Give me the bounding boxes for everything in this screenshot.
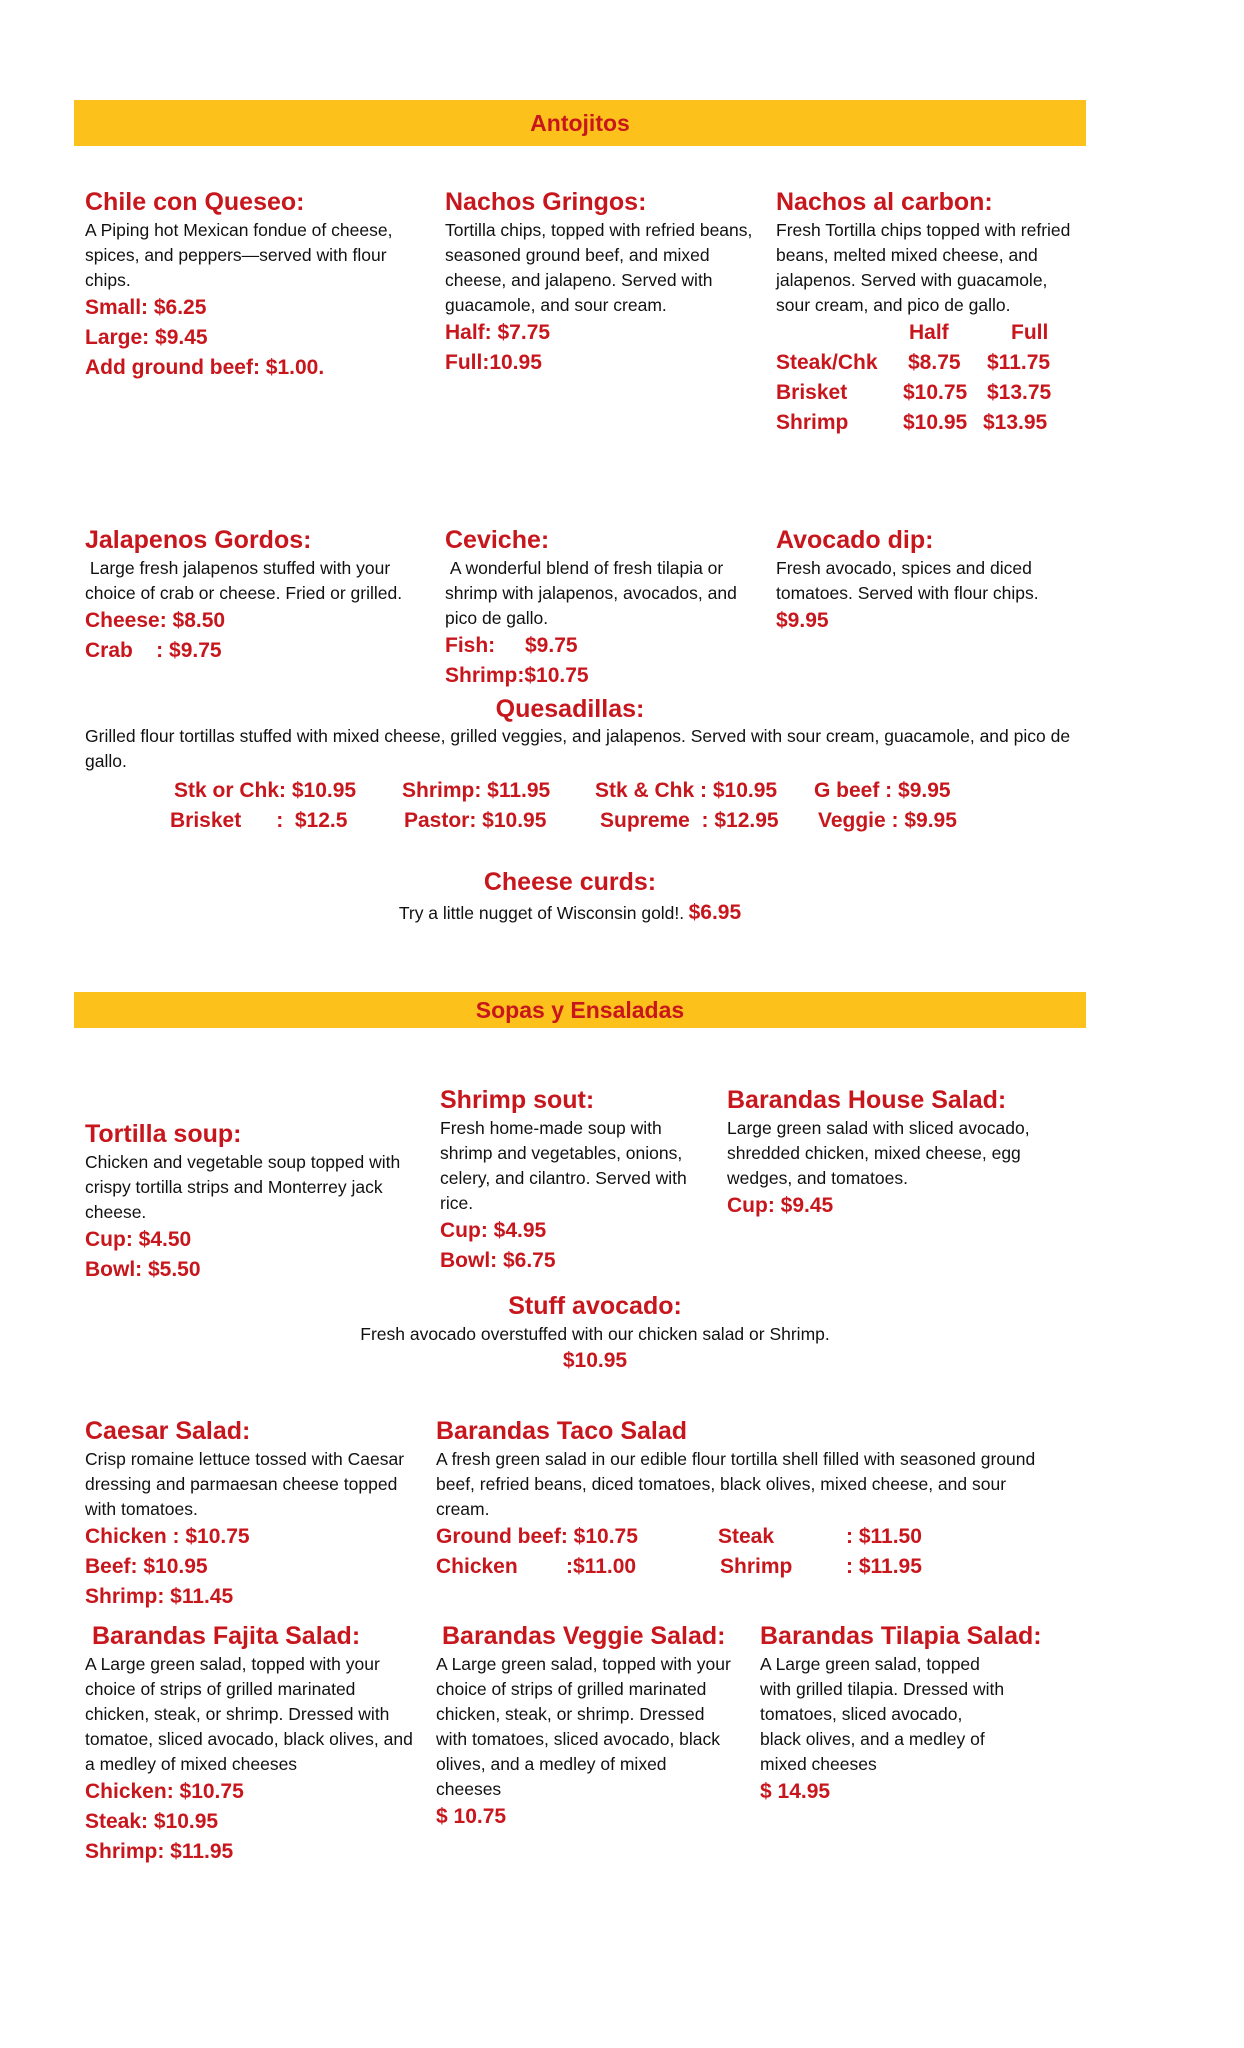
menu-item-caesar-salad [85,1415,420,1612]
price-value: $9.75 [525,634,578,657]
item-price: Small: $6.25 [85,296,207,319]
price-value: : $11.50 [846,1525,922,1548]
section-band-sopas-y-ensaladas [74,992,1086,1028]
price-row-half: $10.75 [903,381,968,404]
item-description: Try a little nugget of Wisconsin gold!. [398,903,685,923]
price-row [776,348,1076,378]
price-label: Chicken [436,1555,518,1578]
price-option: Pastor: $10.95 [404,809,547,832]
price-row [436,1522,1046,1552]
price-label: Fish: [445,634,496,657]
item-title: Jalapenos Gordos: [85,526,312,554]
item-price: Cup: $9.45 [727,1194,834,1217]
price-option: Shrimp: $11.95 [402,779,551,802]
menu-item-jalapenos-gordos [85,524,430,666]
price-row-half: $10.95 [903,411,968,434]
price-header-row [776,318,1076,348]
item-description: Tortilla chips, topped with refried beans, seasoned ground beef, and mixed cheese, and jalapeno. Served with guacamole, and sour cream. [445,220,753,315]
price-option: Veggie : $9.95 [818,809,957,832]
menu-item-fajita-salad [85,1620,420,1867]
item-description: A fresh green salad in our edible flour tortilla shell filled with seasoned ground beef, refried beans, diced tomatoes, black olives, mixed cheese, and sour cream. [436,1449,1036,1519]
item-description: Large fresh jalapenos stuffed with your choice of crab or cheese. Fried or grilled. [85,558,403,603]
price-row-full: $13.95 [983,411,1048,434]
price-option: Ground beef: $10.75 [436,1525,638,1548]
cheese-curds-title: Cheese curds: [483,868,657,896]
item-price: Shrimp: $11.95 [85,1840,234,1863]
price-option: Stk & Chk : $10.95 [595,779,778,802]
item-description: Chicken and vegetable soup topped with crispy tortilla strips and Monterrey jack cheese. [85,1152,401,1222]
price-row-full: $13.75 [987,381,1052,404]
quesadillas-price-row-1 [174,776,1004,806]
menu-item-tortilla-soup [85,1118,425,1285]
full-header: Full [1011,321,1049,344]
quesadillas-description: Grilled flour tortillas stuffed with mixed cheese, grilled veggies, and jalapenos. Served with sour cream, guacamole, and pico de gallo. [85,726,1071,771]
half-header: Half [909,321,949,344]
stuff-avocado-description: Fresh avocado overstuffed with our chicken salad or Shrimp. [360,1324,830,1344]
item-price: Cup: $4.95 [440,1219,547,1242]
item-title: Tortilla soup: [85,1120,242,1148]
menu-item-taco-salad [436,1415,1046,1582]
price-label: Steak [718,1525,775,1548]
item-title: Caesar Salad: [85,1417,251,1445]
item-price: Large: $9.45 [85,326,208,349]
item-description: Fresh home-made soup with shrimp and vegetables, onions, celery, and cilantro. Served with rice. [440,1118,687,1213]
price-row-name: Brisket [776,381,848,404]
item-description: A Large green salad, topped with your choice of strips of grilled marinated chicken, steak, or shrimp. Dressed with tomatoe, sliced avocado, black olives, and a medley of mixed cheeses [85,1654,413,1774]
item-description: Crisp romaine lettuce tossed with Caesar dressing and parmaesan cheese topped with tomatoes. [85,1449,405,1519]
section-title: Sopas y Ensaladas [475,996,685,1023]
menu-item-nachos-gringos [445,186,757,378]
menu-item-nachos-al-carbon [776,186,1076,438]
item-title: Barandas House Salad: [727,1086,1007,1114]
item-title: Chile con Queseo: [85,188,305,216]
price-row [445,631,760,661]
section-title: Antojitos [530,109,630,136]
item-title: Barandas Taco Salad [436,1417,688,1445]
price-row-full: $11.75 [987,351,1051,374]
item-description: Large green salad with sliced avocado, shredded chicken, mixed cheese, egg wedges, and tomatoes. [727,1118,1030,1188]
menu-item-tilapia-salad [760,1620,1060,1807]
item-price: Shrimp:$10.75 [445,664,589,687]
item-price: $6.95 [688,901,742,924]
item-description: A wonderful blend of fresh tilapia or shrimp with jalapenos, avocados, and pico de gallo. [445,558,742,628]
price-row [436,1552,1046,1582]
item-title: Ceviche: [445,526,550,554]
stuff-avocado-title: Stuff avocado: [508,1292,682,1320]
menu-item-shrimp-soup [440,1084,710,1276]
price-row [776,378,1076,408]
price-option: G beef : $9.95 [814,779,951,802]
item-price: $9.95 [776,609,829,632]
item-title: Shrimp sout: [440,1086,595,1114]
menu-item-house-salad [727,1084,1047,1221]
item-title: Avocado dip: [776,526,934,554]
item-title: Nachos al carbon: [776,188,993,216]
menu-item-quesadillas [0,693,1140,725]
stuff-avocado-price: $10.95 [562,1349,628,1372]
item-description: A Large green salad, topped with grilled tilapia. Dressed with tomatoes, sliced avocado, black olives, and a medley of mixed cheeses [760,1654,1005,1774]
item-price: Bowl: $6.75 [440,1249,556,1272]
item-title: Barandas Fajita Salad: [92,1622,361,1650]
item-price: Chicken : $10.75 [85,1525,250,1548]
price-label: Shrimp [720,1555,793,1578]
price-row-name: Shrimp [776,411,849,434]
item-price: Cup: $4.50 [85,1228,192,1251]
price-value: :$11.00 [566,1555,637,1578]
item-price: Steak: $10.95 [85,1810,219,1833]
item-price: Chicken: $10.75 [85,1780,244,1803]
price-row-half: $8.75 [908,351,961,374]
price-row [776,408,1076,438]
item-price: Beef: $10.95 [85,1555,208,1578]
menu-item-chile-con-queseo [85,186,425,383]
item-title: Quesadillas: [495,695,645,723]
menu-item-veggie-salad [436,1620,731,1832]
menu-item-ceviche [445,524,760,691]
item-description: A Large green salad, topped with your choice of strips of grilled marinated chicken, steak, or shrimp. Dressed with tomatoes, sliced avocado, black olives, and a medley of mixed cheeses [436,1654,731,1799]
item-price: $ 10.75 [436,1805,507,1828]
item-description: Fresh Tortilla chips topped with refried beans, melted mixed cheese, and jalapenos. Served with guacamole, sour cream, and pico de gallo. [776,220,1071,315]
menu-item-avocado-dip [776,524,1076,636]
price-option: Supreme : $12.95 [600,809,779,832]
item-title: Barandas Tilapia Salad: [760,1622,1042,1650]
price-value: : $11.95 [846,1555,922,1578]
item-price: Bowl: $5.50 [85,1258,201,1281]
item-price: Full:10.95 [445,351,542,374]
item-title: Nachos Gringos: [445,188,647,216]
item-description: Fresh avocado, spices and diced tomatoes. Served with flour chips. [776,558,1039,603]
item-price: $ 14.95 [760,1780,831,1803]
section-band-antojitos [74,100,1086,146]
item-title: Barandas Veggie Salad: [442,1622,726,1650]
price-option: Brisket : $12.5 [170,809,348,832]
item-price: Cheese: $8.50 [85,609,226,632]
item-price: Add ground beef: $1.00. [85,356,325,379]
quesadillas-price-row-2 [170,806,1004,836]
price-row-name: Steak/Chk [776,351,878,374]
price-option: Stk or Chk: $10.95 [174,779,357,802]
item-price: Crab : $9.75 [85,639,222,662]
cheese-curds-line [0,898,1140,928]
item-description: A Piping hot Mexican fondue of cheese, spices, and peppers—served with flour chips. [85,220,393,290]
item-price: Half: $7.75 [445,321,551,344]
item-price: Shrimp: $11.45 [85,1585,234,1608]
